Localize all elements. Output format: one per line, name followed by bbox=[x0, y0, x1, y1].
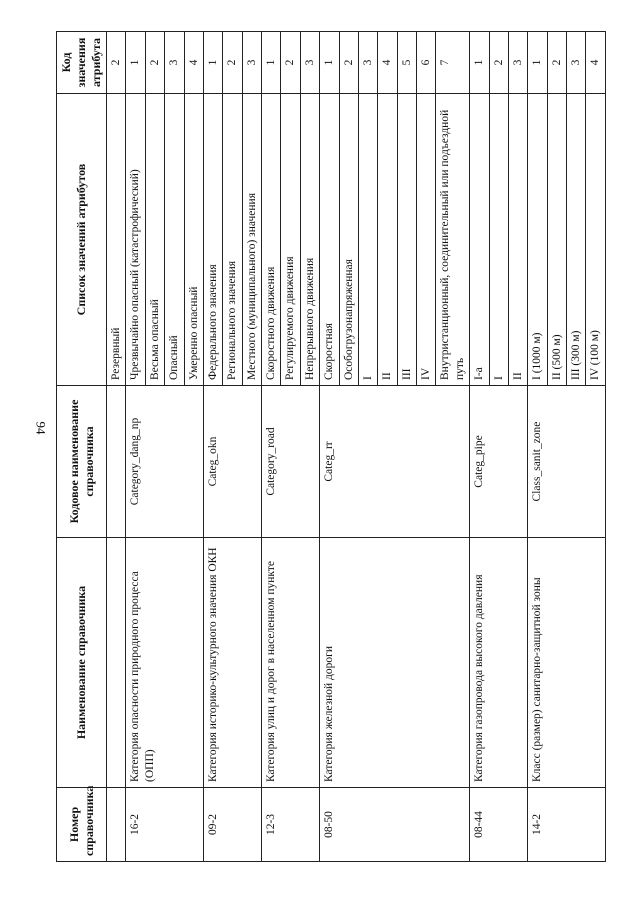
attribute-code-cell: 1 bbox=[126, 32, 145, 94]
directory-name-cell: Категория опасности природного процесса (ОПП) bbox=[126, 538, 204, 788]
attribute-code-cell: 1 bbox=[203, 32, 222, 94]
header-name: Наименование справочника bbox=[57, 538, 107, 788]
rotated-table-container bbox=[56, 32, 602, 862]
attribute-value-cell: Регулируемого движения bbox=[281, 94, 300, 386]
header-row bbox=[57, 32, 107, 862]
attribute-code-cell: 1 bbox=[262, 32, 281, 94]
attribute-code-cell: 1 bbox=[320, 32, 339, 94]
table-body bbox=[107, 32, 606, 862]
attribute-code-cell: 6 bbox=[417, 32, 436, 94]
directory-number-cell: 09-2 bbox=[203, 788, 261, 862]
attribute-value-cell: II (500 м) bbox=[547, 94, 566, 386]
table-row bbox=[528, 32, 547, 862]
header-code-name: Кодовое наименование справочника bbox=[57, 386, 107, 538]
attribute-code-cell: 3 bbox=[300, 32, 319, 94]
directory-name-cell: Категория улиц и дорог в населенном пункте bbox=[262, 538, 320, 788]
attribute-code-cell: 3 bbox=[567, 32, 586, 94]
attribute-value-cell: III (300 м) bbox=[567, 94, 586, 386]
attribute-value-cell: Федерального значения bbox=[203, 94, 222, 386]
attribute-code-cell: 4 bbox=[378, 32, 397, 94]
attribute-value-cell: I-a bbox=[470, 94, 489, 386]
directory-code-name-cell: Category_road bbox=[262, 386, 320, 538]
attribute-code-cell: 2 bbox=[489, 32, 508, 94]
directory-name-cell: Категория железной дороги bbox=[320, 538, 470, 788]
page-number bbox=[33, 420, 50, 440]
attribute-value-cell: Скоростного движения bbox=[262, 94, 281, 386]
attribute-code-cell: 5 bbox=[397, 32, 416, 94]
attribute-value-cell: Умеренно опасный bbox=[184, 94, 203, 386]
attribute-code-cell: 2 bbox=[547, 32, 566, 94]
attribute-code-cell: 2 bbox=[339, 32, 358, 94]
directory-number-cell: 08-44 bbox=[470, 788, 528, 862]
attribute-value-cell: I (1000 м) bbox=[528, 94, 547, 386]
attribute-code-cell: 2 bbox=[107, 32, 126, 94]
table-row bbox=[107, 32, 126, 862]
attribute-value-cell: Резервный bbox=[107, 94, 126, 386]
directory-number-cell: 12-3 bbox=[262, 788, 320, 862]
directory-name-cell: Категория историко-культурного значения ОКН bbox=[203, 538, 261, 788]
table-header bbox=[57, 32, 107, 862]
table-row bbox=[320, 32, 339, 862]
attribute-value-cell: Скоростная bbox=[320, 94, 339, 386]
attribute-code-cell: 3 bbox=[358, 32, 377, 94]
attribute-code-cell: 2 bbox=[145, 32, 164, 94]
directory-name-cell bbox=[107, 538, 126, 788]
table-row bbox=[203, 32, 222, 862]
attribute-code-cell: 1 bbox=[470, 32, 489, 94]
attribute-code-cell: 3 bbox=[165, 32, 184, 94]
table-row bbox=[126, 32, 145, 862]
attribute-value-cell: II bbox=[378, 94, 397, 386]
attribute-value-cell: Непрерывного движения bbox=[300, 94, 319, 386]
table-row bbox=[262, 32, 281, 862]
attribute-code-cell: 4 bbox=[184, 32, 203, 94]
attribute-code-cell: 2 bbox=[223, 32, 242, 94]
directory-number-cell: 14-2 bbox=[528, 788, 606, 862]
directory-name-cell: Категория газопровода высокого давления bbox=[470, 538, 528, 788]
attribute-value-cell: Регионального значения bbox=[223, 94, 242, 386]
attribute-code-cell: 1 bbox=[528, 32, 547, 94]
attribute-value-cell: Весьма опасный bbox=[145, 94, 164, 386]
attribute-code-cell: 2 bbox=[281, 32, 300, 94]
attribute-value-cell: IV (100 м) bbox=[586, 94, 605, 386]
directory-code-name-cell: Class_sanit_zone bbox=[528, 386, 606, 538]
header-number: Номер справочника bbox=[57, 788, 107, 862]
attribute-value-cell: I bbox=[489, 94, 508, 386]
attribute-code-cell: 7 bbox=[436, 32, 470, 94]
attribute-value-cell: Внутристанционный, соединительный или подъездной путь bbox=[436, 94, 470, 386]
attribute-value-cell: Особогрузонапряженная bbox=[339, 94, 358, 386]
directory-number-cell bbox=[107, 788, 126, 862]
directory-number-cell: 16-2 bbox=[126, 788, 204, 862]
directory-name-cell: Класс (размер) санитарно-защитной зоны bbox=[528, 538, 606, 788]
directory-code-name-cell: Categ_okn bbox=[203, 386, 261, 538]
table-row bbox=[470, 32, 489, 862]
header-values-list: Список значений атрибутов bbox=[57, 94, 107, 386]
reference-table bbox=[56, 31, 606, 862]
attribute-value-cell: Опасный bbox=[165, 94, 184, 386]
header-value-code: Код значения атрибута bbox=[57, 32, 107, 94]
directory-number-cell: 08-50 bbox=[320, 788, 470, 862]
attribute-code-cell: 4 bbox=[586, 32, 605, 94]
directory-code-name-cell: Category_dang_np bbox=[126, 386, 204, 538]
attribute-code-cell: 3 bbox=[242, 32, 261, 94]
page-number-text: 94 bbox=[33, 421, 49, 435]
attribute-code-cell: 3 bbox=[508, 32, 527, 94]
directory-code-name-cell bbox=[107, 386, 126, 538]
attribute-value-cell: Чрезвычайно опасный (катастрофический) bbox=[126, 94, 145, 386]
directory-code-name-cell: Categ_rr bbox=[320, 386, 470, 538]
attribute-value-cell: III bbox=[397, 94, 416, 386]
attribute-value-cell: Местного (муниципального) значения bbox=[242, 94, 261, 386]
attribute-value-cell: IV bbox=[417, 94, 436, 386]
attribute-value-cell: II bbox=[508, 94, 527, 386]
attribute-value-cell: I bbox=[358, 94, 377, 386]
directory-code-name-cell: Categ_pipe bbox=[470, 386, 528, 538]
